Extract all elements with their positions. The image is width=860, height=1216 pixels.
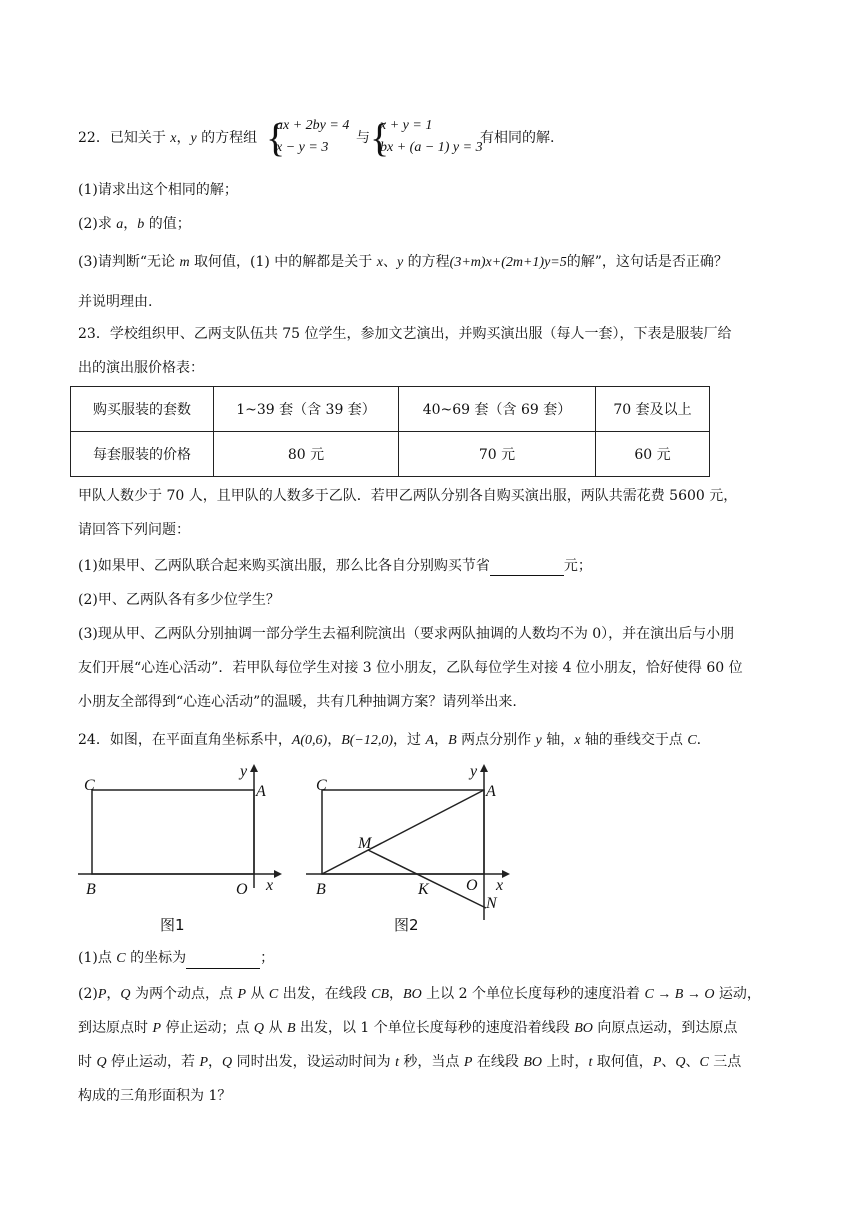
label-x: x [496, 877, 504, 894]
table-cell: 购买服装的套数 [71, 387, 214, 432]
text: ， [176, 130, 191, 146]
q24-part2-line1: (2)P，Q 为两个动点，点 P 从 C 出发，在线段 CB，BO 上以 2 个单位长度每秒的速度沿着 C → B → O 运动， [78, 986, 761, 1002]
label-y: y [470, 763, 478, 780]
label-A: A [486, 783, 496, 800]
table-cell: 40~69 套（含 69 套） [399, 387, 596, 432]
label-x: x [266, 877, 274, 894]
table-cell: 60 元 [596, 432, 710, 477]
question-number: 22． [78, 130, 110, 146]
table-cell: 每套服装的价格 [71, 432, 214, 477]
table-cell: 70 套及以上 [596, 387, 710, 432]
brace: { [266, 115, 286, 160]
text: 与 [356, 130, 370, 146]
y-axis-arrow [250, 764, 258, 772]
text: 的方程组 [196, 130, 258, 146]
q24-part2-line4: 构成的三角形面积为 1？ [78, 1088, 232, 1104]
q23-part3-line1: (3)现从甲、乙两队分别抽调一部分学生去福利院演出（要求两队抽调的人数均不为 0），并在演出后与小朋 [78, 626, 735, 642]
brace: { [370, 115, 390, 160]
x-axis-arrow [274, 870, 282, 878]
equation: x + y = 1 [380, 118, 433, 133]
q22-part1: (1)请求出这个相同的解； [78, 182, 238, 198]
figure-2 [306, 762, 526, 942]
table-row [71, 432, 710, 477]
q24-part2-line3: 时 Q 停止运动，若 P，Q 同时出发，设运动时间为 t 秒，当点 P 在线段 BO 上时，t 取何值，P、Q、C 三点 [78, 1054, 742, 1070]
equation: x − y = 3 [276, 140, 329, 155]
rectangle [92, 790, 254, 874]
label-B: B [86, 881, 96, 898]
q22-part3-line2: 并说明理由. [78, 294, 153, 310]
q23-stem-line2: 出的演出服价格表： [78, 360, 204, 376]
text: 已知关于 [109, 130, 171, 146]
label-K: K [418, 881, 429, 898]
segment-BA [322, 790, 484, 874]
label-N: N [486, 895, 497, 912]
equation: ax + 2by = 4 [276, 118, 350, 133]
q23-condition-line2: 请回答下列问题： [78, 522, 190, 538]
q24-part1: (1)点 C 的坐标为 ； [78, 948, 274, 969]
label-O: O [466, 877, 478, 894]
answer-blank [490, 575, 564, 576]
equation-system-2 [370, 115, 483, 160]
q22-stem [78, 128, 257, 149]
q24-part2-line2: 到达原点时 P 停止运动；点 Q 从 B 出发，以 1 个单位长度每秒的速度沿着线段 BO 向原点运动，到达原点 [78, 1020, 738, 1036]
label-C: C [316, 777, 327, 794]
label-B: B [316, 881, 326, 898]
var-x: x [170, 131, 177, 146]
var-y: y [190, 131, 197, 146]
price-table [70, 386, 710, 477]
y-axis-arrow [480, 764, 488, 772]
figure-2-caption: 图2 [394, 916, 419, 934]
q23-part1: (1)如果甲、乙两队联合起来购买演出服，那么比各自分别购买节省 元； [78, 558, 592, 574]
table-cell: 1~39 套（含 39 套） [214, 387, 399, 432]
figure-1-caption: 图1 [160, 916, 185, 934]
label-y: y [240, 763, 248, 780]
answer-blank [186, 968, 260, 969]
table-cell: 80 元 [214, 432, 399, 477]
label-O: O [236, 881, 248, 898]
label-A: A [256, 783, 266, 800]
q23-condition-line1: 甲队人数少于 70 人，且甲队的人数多于乙队．若甲乙两队分别各自购买演出服，两队共需花费 5600 元， [78, 488, 738, 504]
q24-stem: 24．如图，在平面直角坐标系中，A(0,6)，B(−12,0)，过 A，B 两点分别作 y 轴，x 轴的垂线交于点 C. [78, 732, 702, 748]
table-row [71, 387, 710, 432]
text: 有相同的解. [480, 130, 555, 146]
table-cell: 70 元 [399, 432, 596, 477]
q23-part3-line2: 友们开展“心连心活动”．若甲队每位学生对接 3 位小朋友，乙队每位学生对接 4 位小朋友，恰好使得 60 位 [78, 660, 743, 676]
equation-system-1 [266, 115, 356, 160]
label-M: M [358, 835, 372, 852]
equation: bx + (a − 1) y = 3 [380, 140, 483, 155]
q23-part2: (2)甲、乙两队各有多少位学生？ [78, 592, 280, 608]
q23-part3-line3: 小朋友全部得到“心连心活动”的温暖，共有几种抽调方案？请列举出来. [78, 694, 517, 710]
x-axis-arrow [502, 870, 510, 878]
figure-1 [78, 762, 288, 942]
q22-part2: (2)求 a，b 的值； [78, 216, 191, 232]
q22-part3: (3)请判断“无论 m 取何值，(1) 中的解都是关于 x、y 的方程(3+m)x+(2m+1)y=5的解”，这句话是否正确？ [78, 254, 728, 270]
label-C: C [84, 777, 95, 794]
q23-stem-line1: 23．学校组织甲、乙两支队伍共 75 位学生，参加文艺演出，并购买演出服（每人一套），下表是服装厂给 [78, 326, 732, 342]
